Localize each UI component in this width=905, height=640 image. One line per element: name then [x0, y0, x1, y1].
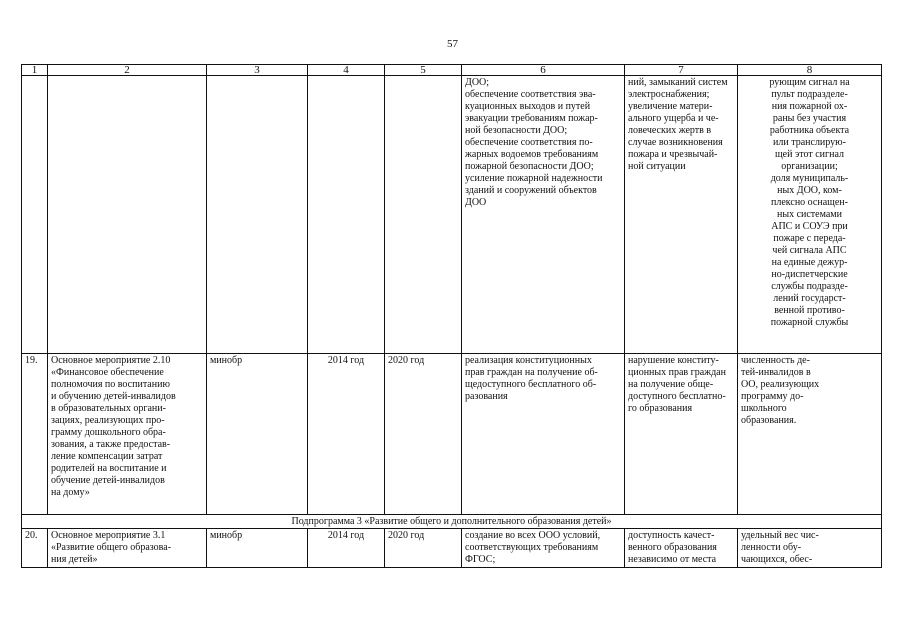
- program-table: [21, 64, 882, 568]
- cell-no: [22, 76, 48, 354]
- cell-consequences: нарушение конститу- ционных прав граждан на получение обще- доступного бесплатно- го образования: [625, 354, 738, 515]
- cell-start: 2014 год: [308, 354, 385, 515]
- column-header-4: 4: [308, 65, 385, 76]
- column-header-7: 7: [625, 65, 738, 76]
- cell-start: [308, 76, 385, 354]
- column-header-8: 8: [738, 65, 882, 76]
- column-header-2: 2: [48, 65, 207, 76]
- cell-executor: минобр: [207, 354, 308, 515]
- column-header-5: 5: [385, 65, 462, 76]
- column-header-1: 1: [22, 65, 48, 76]
- column-header-6: 6: [462, 65, 625, 76]
- cell-indicator: удельный вес чис- ленности обу- чающихся, обес-: [738, 529, 882, 568]
- cell-no: 19.: [22, 354, 48, 515]
- cell-event: [48, 76, 207, 354]
- column-number-row: [22, 65, 882, 76]
- cell-start: 2014 год: [308, 529, 385, 568]
- cell-end: 2020 год: [385, 354, 462, 515]
- cell-executor: минобр: [207, 529, 308, 568]
- cell-result: ДОО; обеспечение соответствия эва- куационных выходов и путей эвакуации требованиям пожар- ной безопасности ДОО; обеспечение соответствия по- жарных водоемов требованиям пожарной безопасности ДОО; усиление пожарной надежности зданий и сооружений объектов ДОО: [462, 76, 625, 354]
- cell-consequences: доступность качест- венного образования независимо от места: [625, 529, 738, 568]
- cell-event: Основное мероприятие 2.10 «Финансовое обеспечение полномочия по воспитанию и обучению детей-инвалидов в образовательных органи- зациях, реализующих про- грамму дошкольного обра- зования, а также предостав- ление компенсации затрат родителей на воспитание и обучение детей-инвалидов на дому»: [48, 354, 207, 515]
- table-row-19: [22, 354, 882, 515]
- cell-indicator: численность де- тей-инвалидов в ОО, реализующих программу до- школьного образования.: [738, 354, 882, 515]
- page-number: 57: [447, 38, 458, 50]
- cell-no: 20.: [22, 529, 48, 568]
- cell-consequences: ний, замыканий систем электроснабжения; увеличение матери- ального ущерба и че- ловеческих жертв в случае возникновения пожара и чрезвычай- ной ситуации: [625, 76, 738, 354]
- table-row-continued: [22, 76, 882, 354]
- cell-executor: [207, 76, 308, 354]
- subprogram-heading: Подпрограмма 3 «Развитие общего и дополнительного образования детей»: [22, 515, 882, 529]
- cell-event: Основное мероприятие 3.1 «Развитие общего образова- ния детей»: [48, 529, 207, 568]
- table-row-20: [22, 529, 882, 568]
- cell-indicator: рующим сигнал на пульт подразделе- ния пожарной ох- раны без участия работника объекта или транслирую- щей этот сигнал организации; доля муниципаль- ных ДОО, ком- плексно оснащен- ных системами АПС и СОУЭ при пожаре с переда- чей сигнала АПС на единые дежур- но-диспетчерские службы подразде- лений государст- венной противо- пожарной службы: [738, 76, 882, 354]
- subprogram-heading-row: [22, 515, 882, 529]
- cell-end: [385, 76, 462, 354]
- cell-result: реализация конституционных прав граждан на получение об- щедоступного бесплатного об- разования: [462, 354, 625, 515]
- cell-end: 2020 год: [385, 529, 462, 568]
- column-header-3: 3: [207, 65, 308, 76]
- cell-result: создание во всех ООО условий, соответствующих требованиям ФГОС;: [462, 529, 625, 568]
